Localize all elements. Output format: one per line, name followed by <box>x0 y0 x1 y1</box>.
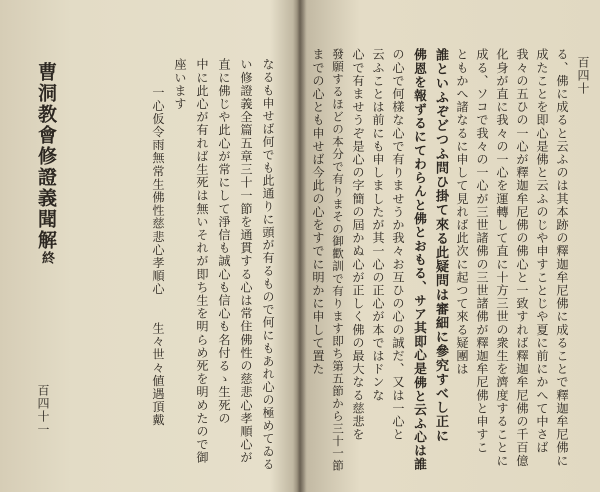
text-column: 發願するほどの本分で有りまその御歡訓で有ります即ち第五節から三十一節 <box>331 48 345 472</box>
text-column: 座います <box>173 58 187 111</box>
text-column: ともかへ諸なるに申して見れば此次に起つて來る疑團は <box>455 48 469 376</box>
text-column: 心で有ませうぞ是心の字簡の屆かぬ心が正しく佛の最大なる慈悲を <box>351 48 365 441</box>
text-column: 中に此心が有れば生死は無いそれが即ち生を明らめ死を明めたので御 <box>195 58 209 465</box>
text-column: い修證義全篇五章三十一節を通貫する心は常住佛性の慈悲心孝順心が <box>239 58 253 465</box>
running-head-title: 曹洞教會修證義聞解 <box>35 62 57 251</box>
text-column-emphasis: 誰といふぞどつふ問ひ掛て來る此疑問は審細に參究すべし正に <box>433 48 448 443</box>
right-page <box>304 0 600 492</box>
text-column: 云ふことは前にも申しましたが其一心の正心が本ではドンな <box>371 48 385 402</box>
page-number-right: 百四十 <box>576 56 590 95</box>
text-column: 成たことを即心是佛と云ふのじや申すことじや夏に前にかへて中さば <box>535 48 549 455</box>
text-column: る、佛に成ると云ふのは其本跡の釋迦牟尼佛に成ることで釋迦牟尼佛に <box>555 48 569 468</box>
text-column: なるも申せば何でも此通りに頭が有るもので何にもあれ心の極めてゐる <box>261 58 275 471</box>
text-column: 直に佛じや此心が常にして淨信も誠心も信心も名付るゝ生死の <box>217 58 231 425</box>
text-column: の心で何樣な心で有りませうか我々お互ひの心の誠だ、又は一心と <box>391 48 405 441</box>
text-column: 我々の五ひの一心が釋迦牟尼佛の佛心と一致すれば釋迦牟尼佛の千百億 <box>515 48 529 468</box>
running-head <box>33 62 60 266</box>
text-column: 成る、ソコで我々の一心が三世諸佛の三世諸佛が釋迦牟尼佛と申すこ <box>475 48 489 455</box>
left-page <box>0 0 296 492</box>
text-column-emphasis: 佛恩を報ずるにてわらんと佛とおもる、サア其即心是佛と云ふ心は誰 <box>411 48 426 472</box>
page-number-left: 百四十一 <box>36 384 50 436</box>
verse-line: 一心仮令雨無常生佛性慈悲心孝順心 生々世々値遇頂戴 <box>151 86 165 427</box>
text-column: までの心とも申せば今此の心をすでに明かに申して置た <box>311 48 325 376</box>
running-head-suffix: 終 <box>39 251 54 266</box>
page-gutter-shadow <box>293 0 307 492</box>
text-column: 化身が直に我々の一心を運轉して直に十方三世の衆生を濟度することに <box>495 48 509 468</box>
